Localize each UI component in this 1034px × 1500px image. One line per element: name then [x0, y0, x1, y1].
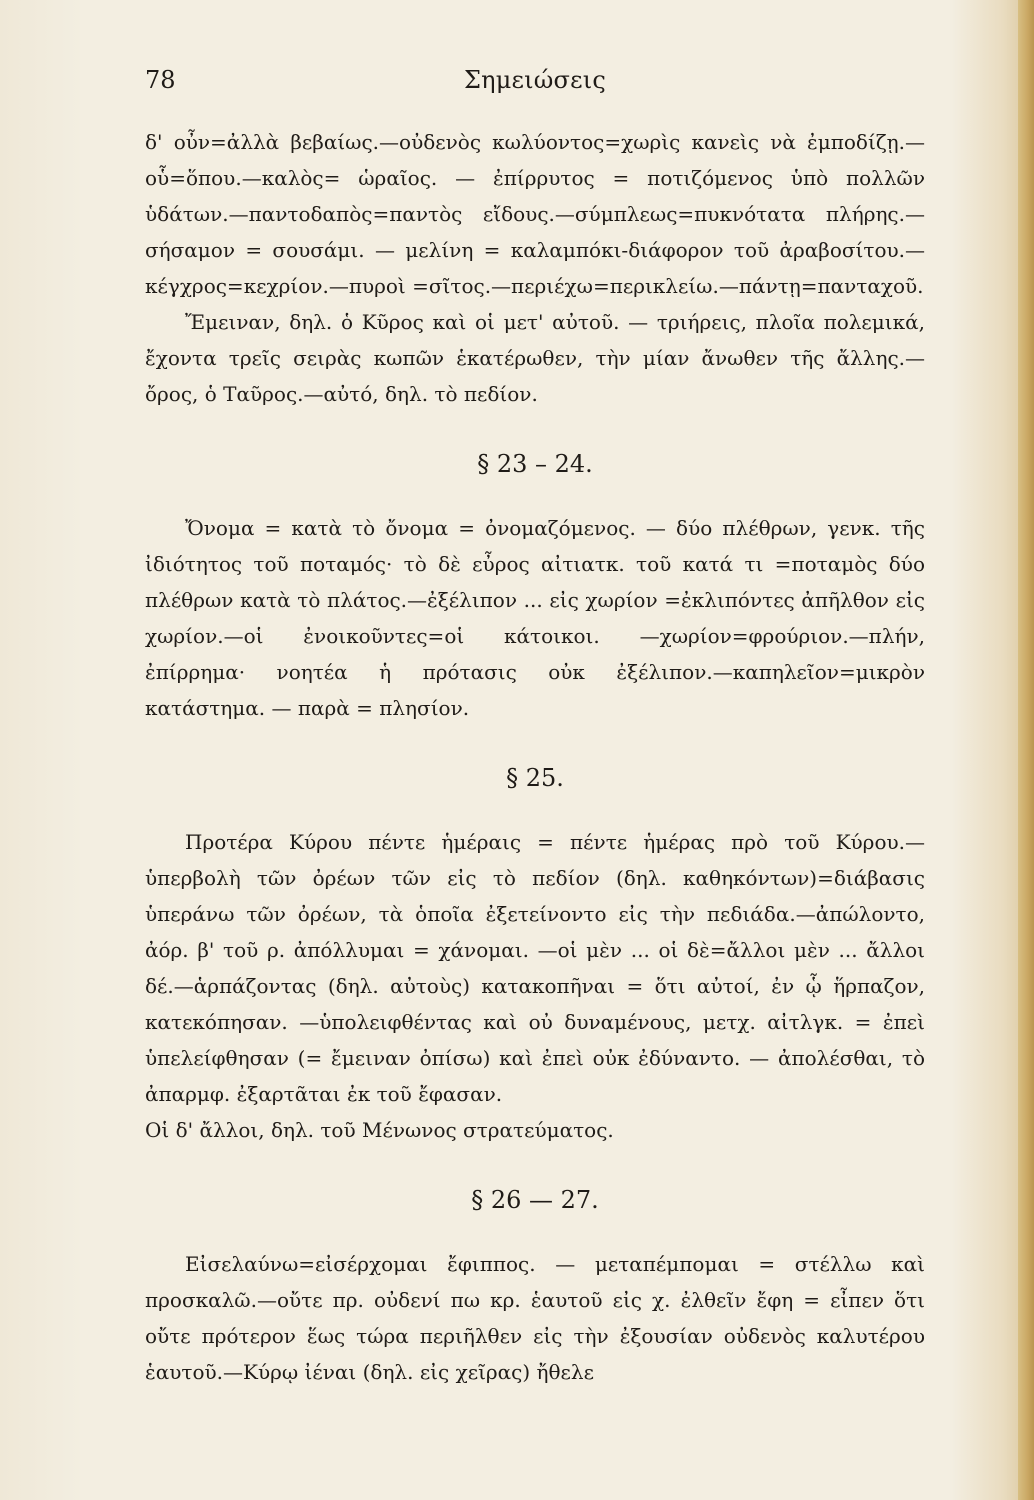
note-paragraph-5: Οἱ δ' ἄλλοι, δηλ. τοῦ Μένωνος στρατεύματος. [145, 1118, 614, 1142]
notes-body [145, 124, 925, 1390]
note-paragraph-3: Ὄνομα = κατὰ τὸ ὄνομα = ὀνομαζόμενος. — δύο πλέθρων, γενκ. τῆς ἰδιότητος τοῦ ποταμός· τὸ δὲ εὖρος αἰτιατκ. τοῦ κατά τι =ποταμὸς δύο πλέθρων κατὰ τὸ πλάτος.—ἐξέλιπον ... εἰς χωρίον =ἐκλιπόντες ἀπῆλθον εἰς χωρίον.—οἱ ἐνοικοῦντες=οἱ κάτοικοι. —χωρίον=φρούριον.—πλήν, ἐπίρρημα· νοητέα ἡ πρότασις οὐκ ἐξέλιπον.—καπηλεῖον=μικρὸν κατάστημα. — παρὰ = πλησίον. [145, 516, 925, 720]
note-paragraph-6: Εἰσελαύνω=εἰσέρχομαι ἔφιππος. — μεταπέμπομαι = στέλλω καὶ προσκαλῶ.—οὔτε πρ. οὐδενί πω κρ. ἑαυτοῦ εἰς χ. ἐλθεῖν ἔφη = εἶπεν ὅτι οὔτε πρότερον ἕως τώρα περιῆλθεν εἰς τὴν ἐξουσίαν οὐδενὸς καλυτέρου ἑαυτοῦ.—Κύρῳ ἰέναι (δηλ. εἰς χεῖρας) ἤθελε [145, 1252, 925, 1384]
page-header [145, 66, 925, 102]
note-paragraph-1: δ' οὖν=ἀλλὰ βεβαίως.—οὐδενὸς κωλύοντος=χωρὶς κανεὶς νὰ ἐμποδίζῃ.—οὗ=ὅπου.—καλὸς= ὡραῖος. — ἐπίρρυτος = ποτιζόμενος ὑπὸ πολλῶν ὑδάτων.—παντοδαπὸς=παντὸς εἴδους.—σύμπλεως=πυκνότατα πλήρης.— σήσαμον = σουσάμι. — μελίνη = καλαμπόκι-διάφορον τοῦ ἀραβοσίτου.—κέγχρος=κεχρίον.—πυροὶ =σῖτος.—περιέχω=περικλείω.—πάντῃ=πανταχοῦ. [145, 130, 925, 298]
note-paragraph-4: Προτέρα Κύρου πέντε ἡμέραις = πέντε ἡμέρας πρὸ τοῦ Κύρου.—ὑπερβολὴ τῶν ὀρέων τῶν εἰς τὸ πεδίον (δηλ. καθηκόντων)=διάβασις ὑπεράνω τῶν ὀρέων, τὰ ὁποῖα ἐξετείνοντο εἰς τὴν πεδιάδα.—ἀπώλοντο, ἀόρ. β' τοῦ ρ. ἀπόλλυμαι = χάνομαι. —οἱ μὲν ... οἱ δὲ=ἄλλοι μὲν ... ἄλλοι δέ.—ἁρπάζοντας (δηλ. αὐτοὺς) κατακοπῆναι = ὅτι αὐτοί, ἐν ᾧ ἥρπαζον, κατεκόπησαν. —ὑπολειφθέντας καὶ οὐ δυναμένους, μετχ. αἰτλγκ. = ἐπεὶ ὑπελείφθησαν (= ἔμειναν ὀπίσω) καὶ ἐπεὶ οὐκ ἐδύναντο. — ἀπολέσθαι, τὸ ἀπαρμφ. ἐξαρτᾶται ἐκ τοῦ ἔφασαν. [145, 830, 925, 1106]
page-edge-binding [1018, 0, 1034, 1500]
note-paragraph-2: Ἔμειναν, δηλ. ὁ Κῦρος καὶ οἱ μετ' αὐτοῦ. — τριήρεις, πλοῖα πολεμικά, ἔχοντα τρεῖς σειρὰς κωπῶν ἑκατέρωθεν, τὴν μίαν ἄνωθεν τῆς ἄλλης.—ὄρος, ὁ Ταῦρος.—αὐτό, δηλ. τὸ πεδίον. [145, 310, 925, 406]
page-number: 78 [145, 66, 176, 94]
section-heading-25: § 25. [506, 764, 564, 792]
section-heading-26-27: § 26 — 27. [471, 1186, 599, 1214]
running-title: Σημειώσεις [463, 66, 607, 94]
section-heading-23-24: § 23 – 24. [477, 450, 593, 478]
